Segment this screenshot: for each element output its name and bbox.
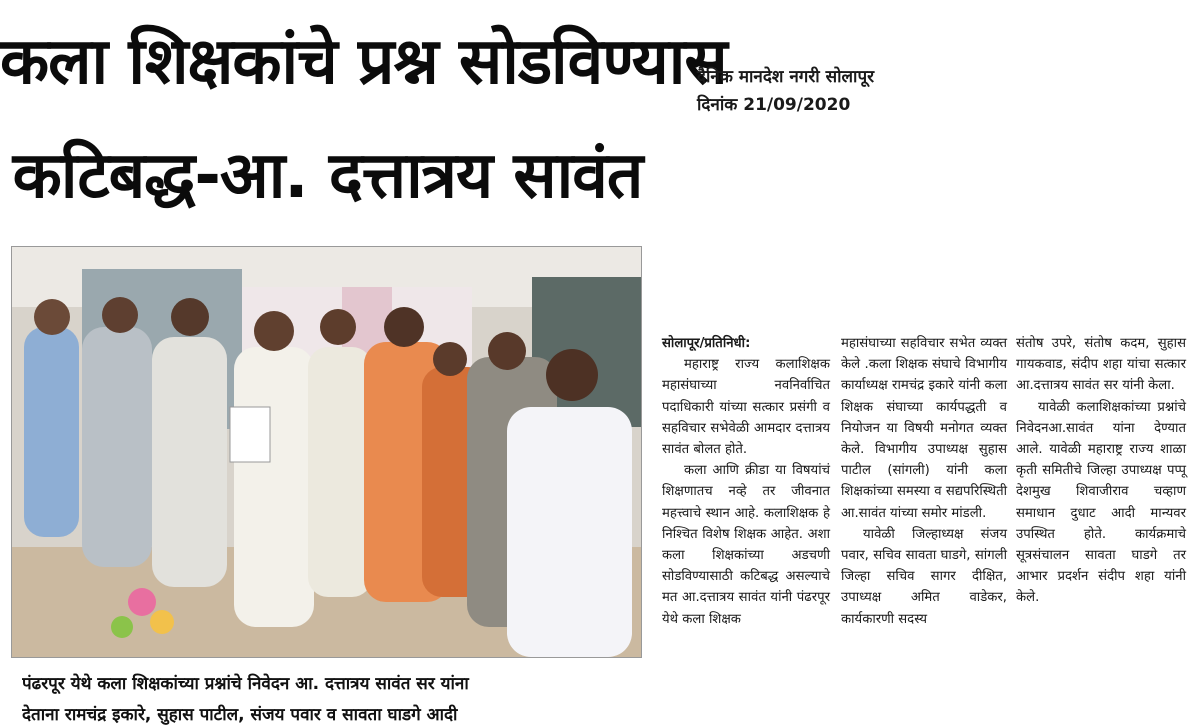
dateline: सोलापूर/प्रतिनिधी: [662,336,751,351]
photo-caption-line-1: पंढरपूर येथे कला शिक्षकांच्या प्रश्नांचे निवेदन आ. दत्तात्रय सावंत सर यांना [22,674,469,694]
article-column-1 [662,333,830,630]
article-paragraph: यावेळी जिल्हाध्यक्ष संजय पवार, सचिव सावता घाडगे, सांगली जिल्हा सचिव सागर दीक्षित, उपाध्यक्ष अमित वाडेकर, कार्यकारणी सदस्य [841,526,1007,627]
article-column-2 [841,333,1007,630]
headline-line-2: कटिबद्ध-आ. दत्तात्रय सावंत [12,139,643,213]
article-paragraph: संतोष उपरे, संतोष कदम, सुहास गायकवाड, संदीप शहा यांचा सत्कार आ.दत्तात्रय सावंत सर यांनी केला. [1016,336,1186,394]
article-paragraph: यावेळी कलाशिक्षकांच्या प्रश्नांचे निवेदनआ.सावंत यांना देण्यात आले. यावेळी महाराष्ट्र राज्य शाळा कृती समितीचे जिल्हा उपाध्यक्ष पप्पू देशमुख शिवाजीराव चव्हाण समाधान दुधाट आदी मान्यवर उपस्थित होते. कार्यक्रमाचे सूत्रसंचालन सावता घाडगे तर आभार प्रदर्शन संदीप शहा यांनी केले. [1016,399,1186,606]
newspaper-name: दैनिक मानदेश नगरी सोलापूर [697,67,875,87]
headline-line-1: कला शिक्षकांचे प्रश्न सोडविण्यास [0,25,727,99]
news-photo [11,246,642,658]
article-paragraph: महासंघाच्या सहविचार सभेत व्यक्त केले .कला शिक्षक संघाचे विभागीय कार्याध्यक्ष रामचंद्र इकारे यांनी कला शिक्षक संघाच्या कार्यपद्धती व नियोजन या विषयी मनोगत व्यक्त केले. विभागीय उपाध्यक्ष सुहास पाटील (सांगली) यांनी कला शिक्षकांच्या समस्या व सद्यपरिस्थिती आ.सावंत यांच्या समोर मांडली. [841,336,1007,521]
article-column-3 [1016,333,1186,609]
article-paragraph: कला आणि क्रीडा या विषयांचं शिक्षणातच नव्हे तर जीवनात महत्त्वाचे स्थान आहे. कलाशिक्षक हे निश्चित विशेष शिक्षक आहेत. अशा कला शिक्षकांच्या अडचणी सोडविण्यासाठी कटिबद्ध असल्याचे मत आ.दत्तात्रय सावंत यांनी पंढरपूर येथे कला शिक्षक [662,463,830,627]
publication-date: दिनांक 21/09/2020 [697,95,851,115]
photo-caption-line-2: देताना रामचंद्र इकारे, सुहास पाटील, संजय पवार व सावता घाडगे आदी [22,705,458,725]
article-paragraph: महाराष्ट्र राज्य कलाशिक्षक महासंघाच्या नवनिर्वाचित पदाधिकारी यांच्या सत्कार प्रसंगी व सहविचार सभेवेळी आमदार दत्तात्रय सावंत बोलत होते. [662,357,830,458]
